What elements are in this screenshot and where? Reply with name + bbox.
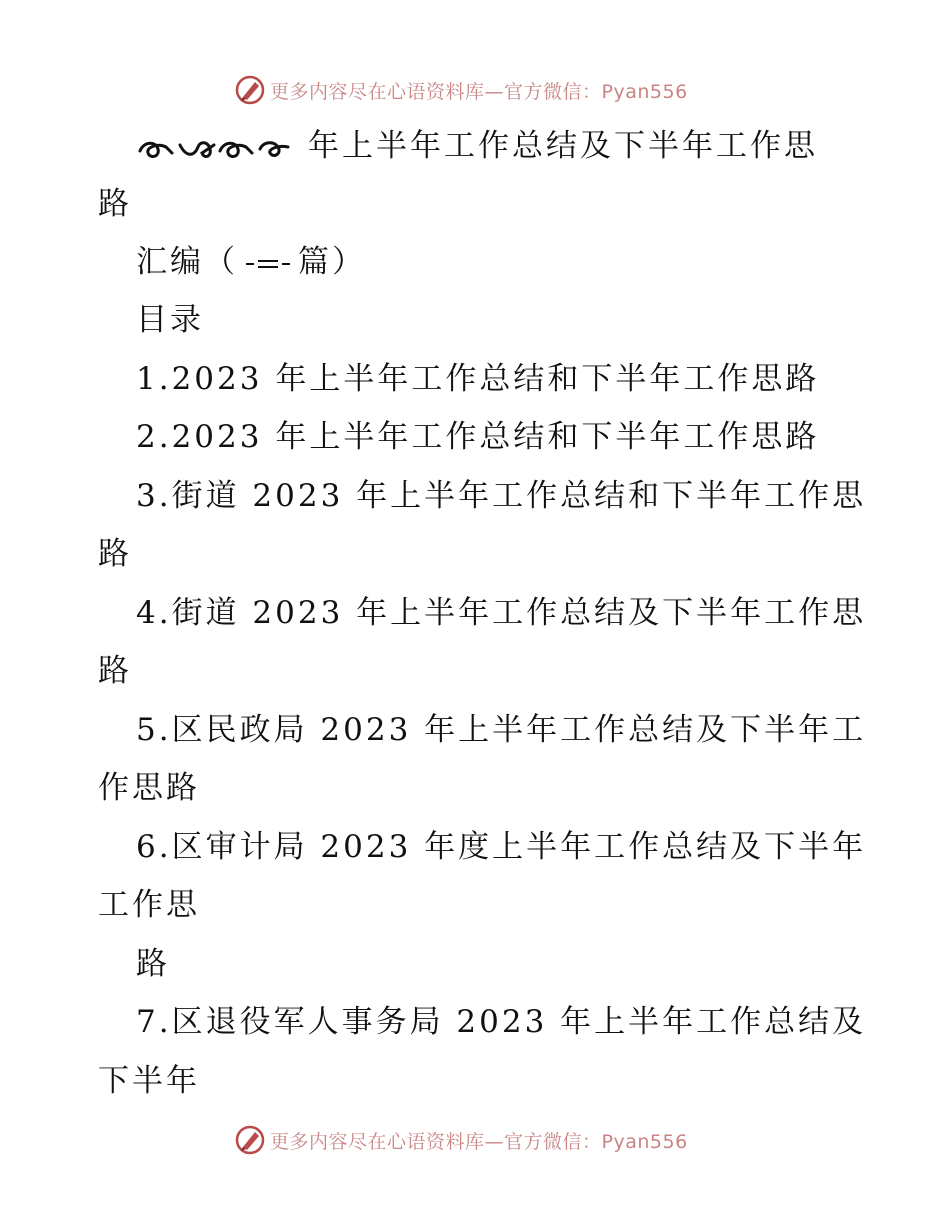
- subtitle-prefix: 汇编（: [136, 244, 238, 280]
- toc-heading: 目录: [136, 302, 204, 338]
- document-title: 年上半年工作总结及下半年工作思: [308, 128, 818, 164]
- subtitle-suffix: 篇）: [298, 244, 366, 280]
- watermark-text: 更多内容尽在心语资料库—官方微信：Pyan556: [270, 80, 688, 103]
- toc-entry-7-cont: 下半年: [98, 1063, 200, 1099]
- dash-glyph-icon: [244, 254, 292, 274]
- toc-entry-3-cont: 路: [98, 536, 132, 572]
- watermark-text: 更多内容尽在心语资料库—官方微信：Pyan556: [270, 1130, 688, 1153]
- title-line-2: 路: [98, 186, 132, 222]
- decorative-ornament-icon: [136, 133, 296, 163]
- toc-entry-4-cont: 路: [98, 653, 132, 689]
- toc-entry-5-cont: 作思路: [98, 770, 200, 806]
- toc-entry-2: 2.2023 年上半年工作总结和下半年工作思路: [136, 419, 820, 455]
- toc-entry-4: 4.街道 2023 年上半年工作总结及下半年工作思: [136, 595, 867, 631]
- toc-entry-6-cont-2: 路: [136, 946, 170, 982]
- toc-entry-6-cont: 工作思: [98, 887, 200, 923]
- pen-logo-icon: [234, 1124, 266, 1156]
- toc-entry-6: 6.区审计局 2023 年度上半年工作总结及下半年: [136, 829, 867, 865]
- header-watermark: [0, 70, 950, 110]
- subtitle: [136, 242, 366, 282]
- toc-entry-5: 5.区民政局 2023 年上半年工作总结及下半年工: [136, 712, 867, 748]
- toc-entry-3: 3.街道 2023 年上半年工作总结和下半年工作思: [136, 478, 867, 514]
- pen-logo-icon: [234, 74, 266, 106]
- title-line-1: [136, 126, 818, 166]
- toc-entry-1: 1.2023 年上半年工作总结和下半年工作思路: [136, 361, 820, 397]
- toc-entry-7: 7.区退役军人事务局 2023 年上半年工作总结及: [136, 1004, 867, 1040]
- footer-watermark: [0, 1120, 950, 1160]
